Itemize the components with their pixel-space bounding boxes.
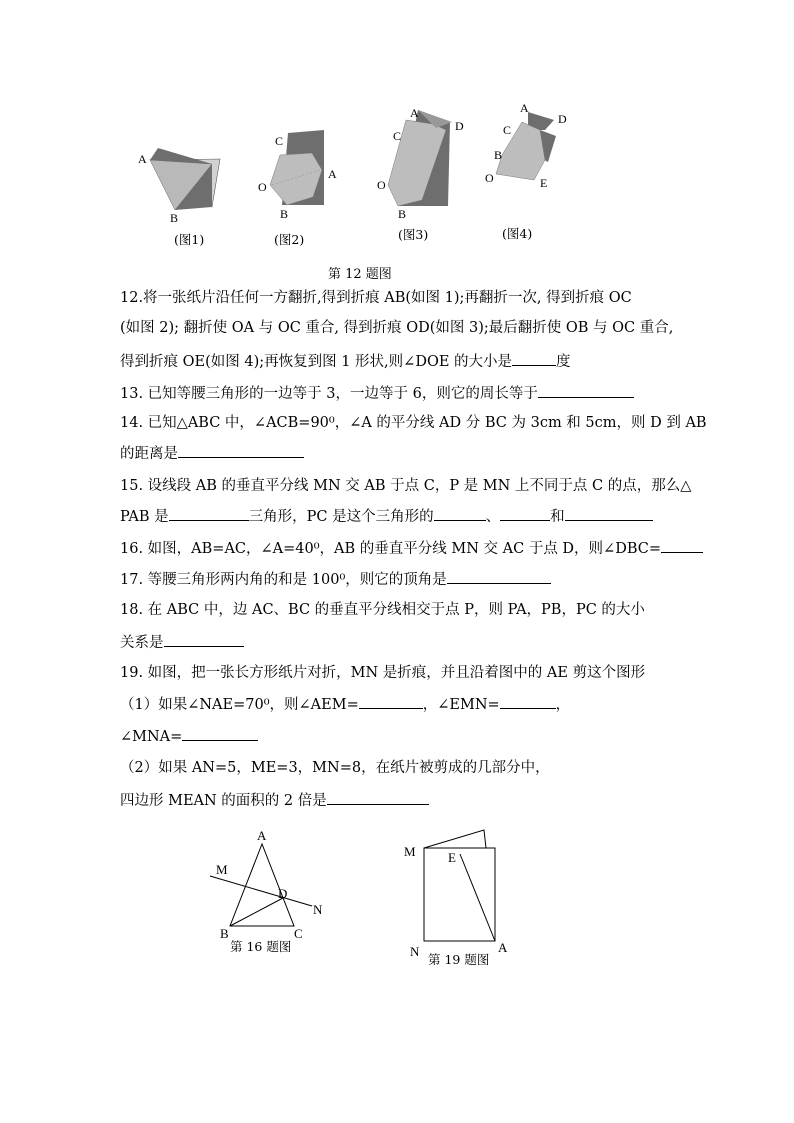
fig19-label-E: E [448,850,456,865]
fig19-label-M: M [404,844,416,859]
q12-answer-blank[interactable] [512,351,556,366]
q15-text-c: 、 [485,509,501,525]
fig19-cut-line-AE [460,854,495,941]
fig12-2-label-O: O [258,180,267,194]
fig19-title: 第 19 题图 [428,952,490,967]
q17-line [120,569,551,590]
q19-line-3 [120,726,258,747]
q19-text-mna: ∠MNA= [120,729,183,745]
fig12-1-label-B: B [170,211,179,225]
fig12-4-drawing [485,101,567,190]
fig12-4-label-B: B [494,148,503,162]
fig12-1-drawing [138,148,220,225]
q19-answer-blank[interactable] [327,790,429,805]
fig12-3-drawing [377,106,464,221]
fig12-1-label-A: A [138,152,147,166]
q19-blank-EMN[interactable] [500,694,556,709]
fig12-caption-1: (图1) [174,232,205,247]
fig16-label-B: B [220,926,229,941]
q15-blank-2[interactable] [434,506,486,521]
fig19-label-N: N [410,944,420,959]
q15-blank-4[interactable] [565,506,653,521]
q18-line-2-text: 关系是 [120,635,164,651]
q16-text: 16. 如图，AB=AC，∠A=40⁰，AB 的垂直平分线 MN 交 AC 于点 D，则∠DBC= [120,541,661,557]
q15-blank-1[interactable] [169,506,249,521]
q12-unit: 度 [556,354,571,370]
q17-answer-blank[interactable] [447,569,551,584]
fig12-3-label-O: O [377,178,386,192]
q19-line-4: （2）如果 AN=5，ME=3，MN=8，在纸片被剪成的几部分中， [120,760,550,776]
q12-line-3 [120,351,571,372]
q18-line-1: 18. 在 ABC 中，边 AC、BC 的垂直平分线相交于点 P，则 PA，PB，PC 的大小 [120,602,645,618]
fig12-2-drawing [258,130,337,221]
q14-line-2-text: 的距离是 [120,446,178,462]
q17-text: 17. 等腰三角形两内角的和是 100⁰，则它的顶角是 [120,572,447,588]
fig16-label-C: C [294,926,303,941]
fig12-4-label-O: O [485,171,494,185]
q12-line-1: 12.将一张纸片沿任何一方翻折,得到折痕 AB(如图 1);再翻折一次, 得到折痕 OC [120,290,632,306]
q19-line-1: 19. 如图，把一张长方形纸片对折，MN 是折痕，并且沿着图中的 AE 剪这个图形 [120,665,646,681]
fig12-2-label-C: C [275,134,284,148]
q13-answer-blank[interactable] [538,383,634,398]
fig19-rectangle [424,848,495,941]
figure-19 [400,826,520,966]
fig16-label-M: M [216,862,228,877]
fig12-3-label-A: A [410,106,419,120]
q13-line [120,383,634,404]
q14-line-1: 14. 已知△ABC 中，∠ACB=90⁰，∠A 的平分线 AD 分 BC 为 3cm 和 5cm，则 D 到 AB [120,415,707,431]
fig12-4-label-C: C [503,123,512,137]
q15-blank-3[interactable] [500,506,550,521]
q19-blank-AEM[interactable] [359,694,423,709]
fig12-4-label-D: D [558,112,567,126]
fig19-label-A: A [498,940,508,955]
fig19-folded-flap [424,830,486,848]
q14-answer-blank[interactable] [178,443,304,458]
fig12-3-label-B: B [398,207,407,221]
fig12-title: 第 12 题图 [328,267,392,282]
fig12-3-label-D: D [455,119,464,133]
figure-12 [130,100,590,230]
q15-text-b: 三角形，PC 是这个三角形的 [248,509,434,525]
fig12-4-label-E: E [540,176,548,190]
fig16-label-A: A [257,828,267,843]
q15-text-d: 和 [550,509,565,525]
fig16-segment-BD [230,898,283,926]
fig16-label-N: N [313,902,323,917]
q13-text: 13. 已知等腰三角形的一边等于 3，一边等于 6，则它的周长等于 [120,386,538,402]
q16-line [120,538,703,559]
q15-text-a: PAB 是 [120,509,169,525]
fig16-label-D: D [278,886,288,901]
q19-line-5-text: 四边形 MEAN 的面积的 2 倍是 [120,793,327,809]
q12-line-2: (如图 2); 翻折使 OA 与 OC 重合, 得到折痕 OD(如图 3);最后翻折使 OB 与 OC 重合, [120,320,674,336]
fig12-4-label-A: A [520,101,529,115]
fig12-caption-3: (图3) [398,227,429,242]
fig12-caption-2: (图2) [274,232,305,247]
fig12-3-label-C: C [393,129,402,143]
q12-line-3-text: 得到折痕 OE(如图 4);再恢复到图 1 形状,则∠DOE 的大小是 [120,354,513,370]
fig16-title: 第 16 题图 [230,939,292,954]
q19-text-a: （1）如果∠NAE=70⁰，则∠AEM= [120,697,359,713]
fig12-caption-4: (图4) [502,226,533,241]
q18-answer-blank[interactable] [164,632,244,647]
q15-line-2 [120,506,653,527]
q15-line-1: 15. 设线段 AB 的垂直平分线 MN 交 AB 于点 C，P 是 MN 上不同于点 C 的点，那么△ [120,478,692,494]
q19-text-c: ， [555,697,571,713]
q19-line-5 [120,790,429,811]
q16-answer-blank[interactable] [661,538,703,553]
fig16-line-MN [210,876,312,906]
fig12-2-label-B: B [280,207,289,221]
q18-line-2 [120,632,244,653]
fig12-2-label-A: A [328,167,337,181]
q19-blank-MNA[interactable] [182,726,258,741]
q14-line-2 [120,443,304,464]
q19-text-b: ，∠EMN= [422,697,500,713]
q19-line-2 [120,694,570,715]
